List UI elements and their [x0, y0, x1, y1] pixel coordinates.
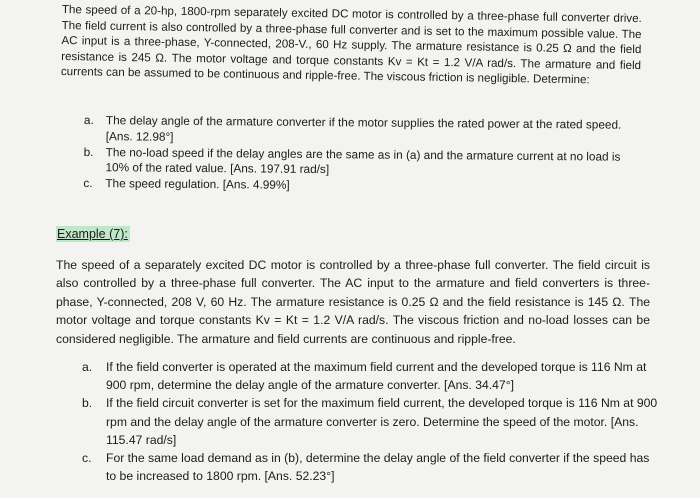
- example-heading: Example (7):: [57, 227, 128, 241]
- list-item-text: The no-load speed if the delay angles are the same as in (a) and the armature current at no load is 10% of the rated value. [Ans. 197.91 rad/s]: [105, 144, 621, 177]
- list-marker: b.: [82, 396, 93, 411]
- list-marker: a.: [83, 113, 94, 128]
- list-item-text: The speed regulation. [Ans. 4.99%]: [105, 176, 290, 192]
- example-statement: The speed of a separately excited DC motor is controlled by a three-phase full converter. The field circuit is also controlled by a three-phase full converter. The AC input to the armature and field converters is three-phase, Y-connected, 208 V, 60 Hz. The armature resistance is 0.25 Ω and the field resistance is 145 Ω. The motor voltage and torque constants Kv = Kt = 1.2 V/A rad/s. The viscous friction and no-load losses can be considered negligible. The armature and field currents are continuous and ripple-free.: [56, 258, 650, 346]
- list-item-text: The delay angle of the armature converter if the motor supplies the rated power at the rated speed. [Ans. 12.98°]: [105, 113, 622, 144]
- list-item: [84, 113, 644, 149]
- list-item-text: If the field converter is operated at the maximum field current and the developed torque is 116 Nm at 900 rpm, determine the delay angle of the armature converter. [Ans. 34.47°]: [106, 360, 647, 393]
- list-marker: c.: [82, 451, 92, 466]
- list-marker: b.: [83, 144, 94, 159]
- list-marker: c.: [83, 176, 93, 191]
- list-marker: a.: [82, 360, 93, 374]
- problem-statement: The speed of a 20-hp, 1800-rpm separately excited DC motor is controlled by a three-phase full converter drive. The field current is also controlled by a three-phase full converter and is set to the maximum possible value. The AC input is a three-phase, Y-connected, 208-V., 60 Hz supply. The armature resistance is 0.25 Ω and the field resistance is 245 Ω. The motor voltage and torque constants Kv = Kt = 1.2 V/A rad/s. The armature and field currents can be assumed to be continuous and ripple-free. The viscous friction is negligible. Determine:: [60, 2, 642, 87]
- list-item: [83, 145, 643, 181]
- list-item-text: If the field circuit converter is set for the maximum field current, the developed torque is 116 Nm at 900 rpm and the delay angle of the armature converter is zero. Determine the speed of the motor. [Ans. 115.47 rad/s]: [106, 396, 658, 447]
- list-item-text: For the same load demand as in (b), determine the delay angle of the field converter if the speed has to be increased to 1800 rpm. [Ans. 52.23°]: [106, 451, 650, 484]
- example-questions: [82, 358, 658, 485]
- list-item: [82, 394, 658, 449]
- list-item: [82, 449, 658, 485]
- problem-questions: [83, 113, 644, 197]
- list-item: [82, 358, 658, 394]
